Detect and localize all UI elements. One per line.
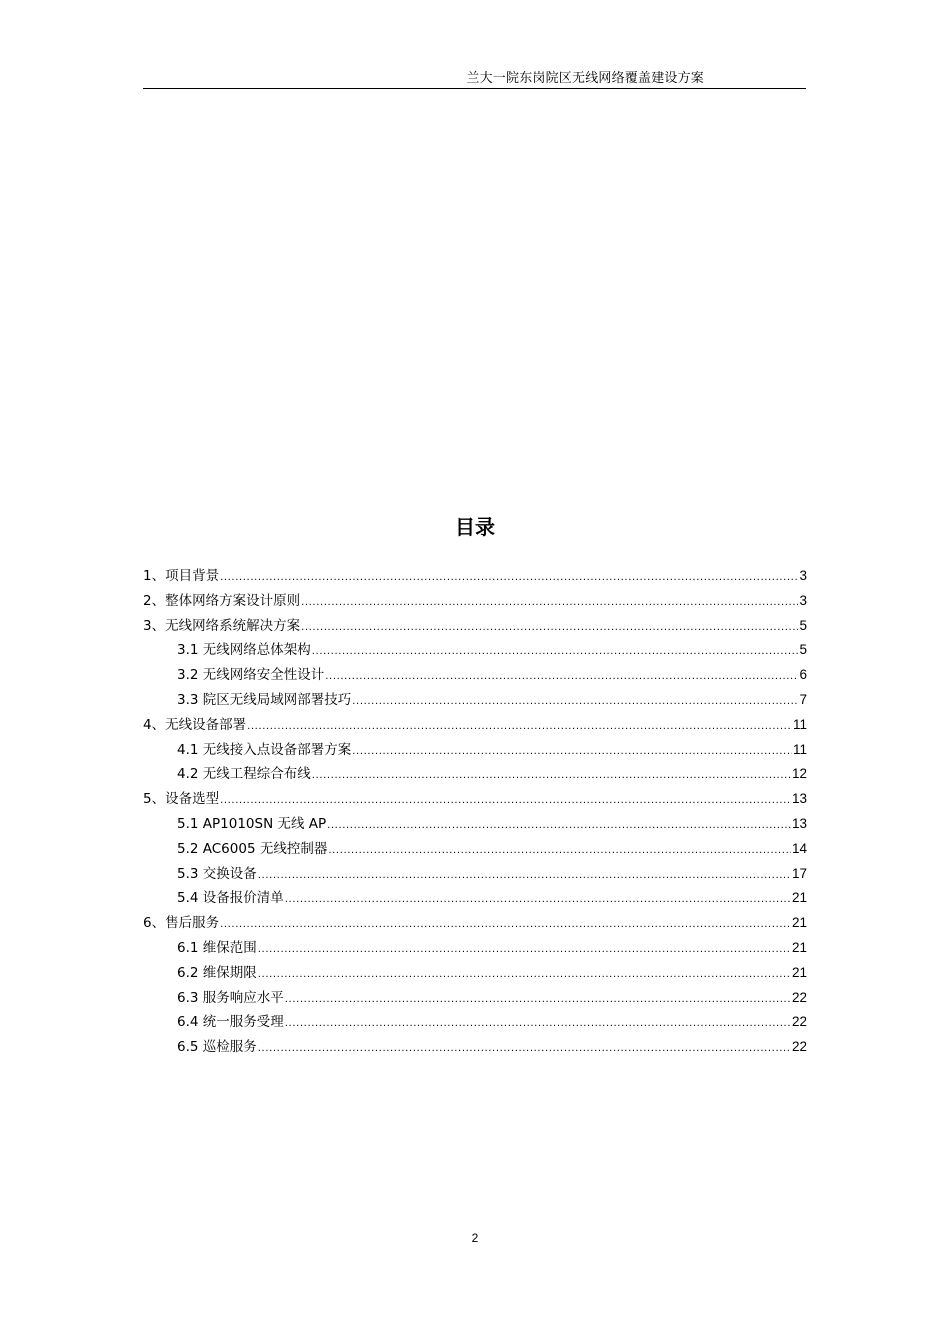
toc-entry[interactable]	[143, 564, 807, 589]
toc-entry[interactable]	[143, 812, 807, 837]
toc-entry[interactable]	[143, 961, 807, 986]
toc-entry-page: 22	[791, 1039, 807, 1055]
toc-entry-page: 21	[791, 964, 807, 980]
toc-entry-page: 3	[799, 568, 807, 583]
toc-entry-label: 6.4 统一服务受理	[177, 1014, 284, 1031]
dot-leader	[312, 640, 799, 663]
toc-entry-page: 6	[799, 667, 807, 683]
dot-leader	[301, 591, 798, 614]
toc-entry[interactable]	[143, 787, 807, 812]
toc-entry[interactable]	[143, 688, 807, 713]
toc-entry[interactable]	[143, 638, 807, 663]
toc-entry-page: 13	[791, 791, 807, 807]
dot-leader	[220, 789, 791, 812]
dot-leader	[352, 740, 792, 763]
toc-entry-label: 2、整体网络方案设计原则	[143, 592, 301, 609]
dot-leader	[352, 690, 798, 713]
toc-entry-label: 3.1 无线网络总体架构	[177, 642, 311, 659]
toc-entry-page: 17	[791, 865, 807, 881]
toc-entry-label: 3、无线网络系统解决方案	[143, 617, 301, 634]
toc-entry-label: 5.1 AP1010SN 无线 AP	[177, 815, 327, 832]
toc-entry[interactable]	[143, 911, 807, 936]
dot-leader	[220, 566, 798, 589]
toc-entry[interactable]	[143, 886, 807, 911]
dot-leader	[220, 913, 791, 936]
toc-entry[interactable]	[143, 589, 807, 614]
toc-entry-label: 6.5 巡检服务	[177, 1039, 257, 1056]
toc-entry[interactable]	[143, 1035, 807, 1060]
dot-leader	[285, 888, 791, 911]
toc-entry-page: 11	[792, 716, 807, 732]
toc-entry-label: 6、售后服务	[143, 915, 220, 932]
toc-entry[interactable]	[143, 738, 807, 763]
dot-leader	[258, 1037, 791, 1060]
toc-entry-label: 6.3 服务响应水平	[177, 989, 284, 1006]
dot-leader	[258, 963, 791, 986]
toc-entry-page: 21	[791, 915, 807, 931]
toc-entry[interactable]	[143, 1010, 807, 1035]
toc-entry[interactable]	[143, 862, 807, 887]
table-of-contents	[143, 564, 807, 1060]
toc-entry-page: 21	[791, 890, 807, 906]
toc-entry-label: 4.1 无线接入点设备部署方案	[177, 741, 352, 758]
document-title: 兰大一院东岗院区无线网络覆盖建设方案	[466, 71, 704, 86]
toc-entry-page: 5	[799, 617, 807, 633]
toc-entry[interactable]	[143, 762, 807, 787]
toc-entry-page: 22	[791, 989, 807, 1005]
page-header	[143, 66, 806, 89]
toc-entry-page: 21	[791, 939, 807, 955]
toc-entry-label: 6.2 维保期限	[177, 964, 257, 981]
toc-entry[interactable]	[143, 986, 807, 1011]
toc-entry-label: 5、设备选型	[143, 791, 220, 808]
dot-leader	[325, 665, 798, 688]
dot-leader	[247, 715, 792, 738]
dot-leader	[327, 814, 791, 837]
toc-entry[interactable]	[143, 837, 807, 862]
toc-entry[interactable]	[143, 936, 807, 961]
toc-entry-label: 5.3 交换设备	[177, 865, 257, 882]
toc-entry-label: 5.2 AC6005 无线控制器	[177, 840, 328, 857]
toc-entry-page: 22	[791, 1014, 807, 1030]
toc-entry-page: 11	[792, 741, 807, 757]
toc-entry-page: 14	[791, 840, 807, 856]
toc-entry-label: 3.2 无线网络安全性设计	[177, 667, 325, 684]
toc-entry-label: 6.1 维保范围	[177, 939, 257, 956]
page-number: 2	[471, 1231, 479, 1245]
toc-entry-page: 5	[799, 642, 807, 658]
toc-entry-page: 3	[799, 592, 807, 608]
toc-entry-label: 3.3 院区无线局域网部署技巧	[177, 691, 352, 708]
toc-entry-page: 12	[791, 766, 807, 782]
toc-entry-label: 1、项目背景	[143, 568, 220, 584]
dot-leader	[258, 938, 791, 961]
dot-leader	[301, 616, 798, 639]
dot-leader	[258, 864, 791, 887]
toc-heading: 目录	[455, 515, 495, 539]
dot-leader	[312, 764, 791, 787]
toc-entry-label: 4、无线设备部署	[143, 716, 247, 733]
toc-entry-page: 13	[791, 815, 807, 831]
toc-entry[interactable]	[143, 713, 807, 738]
toc-entry[interactable]	[143, 663, 807, 688]
toc-entry-label: 4.2 无线工程综合布线	[177, 766, 311, 783]
dot-leader	[285, 1012, 791, 1035]
toc-entry-page: 7	[799, 691, 807, 707]
toc-entry[interactable]	[143, 614, 807, 639]
dot-leader	[328, 839, 791, 862]
toc-entry-label: 5.4 设备报价清单	[177, 890, 284, 907]
dot-leader	[285, 988, 791, 1011]
